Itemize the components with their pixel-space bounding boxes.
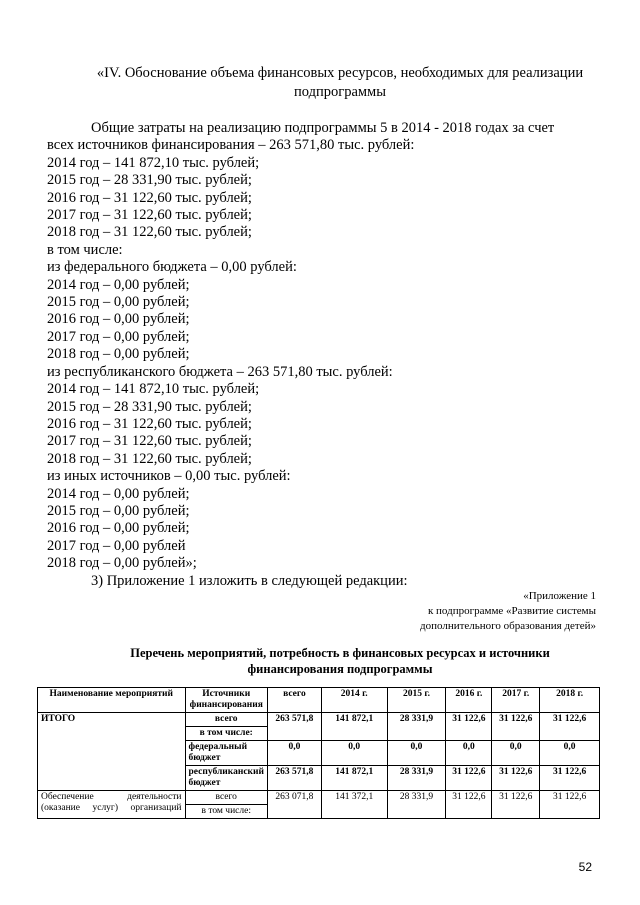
table-row bbox=[38, 713, 600, 727]
source-total: всего bbox=[185, 791, 267, 805]
year-line: 2015 год – 0,00 рублей; bbox=[47, 294, 190, 311]
including-label: в том числе: bbox=[47, 241, 123, 258]
header-2014: 2014 г. bbox=[321, 688, 387, 713]
value-cell: 263 071,8 bbox=[267, 791, 321, 819]
year-line: 2014 год – 0,00 рублей; bbox=[47, 276, 190, 293]
value-cell: 0,0 bbox=[492, 741, 540, 766]
value-cell: 31 122,6 bbox=[492, 713, 540, 741]
source-federal: федеральный бюджет bbox=[185, 741, 267, 766]
value-cell: 28 331,9 bbox=[387, 766, 446, 791]
year-line: 2016 год – 0,00 рублей; bbox=[47, 311, 190, 328]
value-cell: 0,0 bbox=[321, 741, 387, 766]
header-name: Наименование мероприятий bbox=[38, 688, 186, 713]
row-name-activity: Обеспечение деятельности (оказание услуг) организаций bbox=[38, 791, 186, 819]
section-heading-line2: подпрограммы bbox=[294, 84, 386, 100]
value-cell: 28 331,9 bbox=[387, 713, 446, 741]
year-line: 2016 год – 31 122,60 тыс. рублей; bbox=[47, 415, 252, 432]
source-republic: республиканский бюджет bbox=[185, 766, 267, 791]
value-cell: 0,0 bbox=[387, 741, 446, 766]
table-title-line2: финансирования подпрограммы bbox=[247, 662, 433, 676]
year-line: 2018 год – 0,00 рублей»; bbox=[47, 555, 197, 572]
table-header-row bbox=[38, 688, 600, 713]
value-cell: 0,0 bbox=[446, 741, 492, 766]
financing-text bbox=[47, 120, 607, 590]
header-2016: 2016 г. bbox=[446, 688, 492, 713]
year-line: 2017 год – 31 122,60 тыс. рублей; bbox=[47, 433, 252, 450]
table-row bbox=[38, 791, 600, 805]
year-line: 2017 год – 31 122,60 тыс. рублей; bbox=[47, 207, 252, 224]
year-line: 2015 год – 0,00 рублей; bbox=[47, 502, 190, 519]
value-cell: 28 331,9 bbox=[387, 791, 446, 819]
value-cell: 31 122,6 bbox=[540, 791, 600, 819]
year-line: 2018 год – 31 122,60 тыс. рублей; bbox=[47, 450, 252, 467]
value-cell: 31 122,6 bbox=[492, 766, 540, 791]
header-total: всего bbox=[267, 688, 321, 713]
total-years-list bbox=[47, 155, 607, 242]
value-cell: 263 571,8 bbox=[267, 766, 321, 791]
annex-line2: к подпрограмме «Развитие системы bbox=[427, 605, 596, 617]
republic-intro: из республиканского бюджета – 263 571,80 тыс. рублей: bbox=[47, 363, 393, 380]
year-line: 2014 год – 141 872,10 тыс. рублей; bbox=[47, 381, 260, 398]
source-including: в том числе: bbox=[185, 805, 267, 819]
year-line: 2014 год – 0,00 рублей; bbox=[47, 485, 190, 502]
section-heading-line1: «IV. Обоснование объема финансовых ресурсов, необходимых для реализации bbox=[96, 65, 584, 81]
year-line: 2018 год – 0,00 рублей; bbox=[47, 346, 190, 363]
value-cell: 263 571,8 bbox=[267, 713, 321, 741]
federal-years-list bbox=[47, 277, 607, 364]
financing-table bbox=[37, 687, 600, 819]
source-including: в том числе: bbox=[185, 727, 267, 741]
header-source: Источники финансирования bbox=[185, 688, 267, 713]
value-cell: 31 122,6 bbox=[446, 791, 492, 819]
annex-reference bbox=[420, 589, 596, 634]
year-line: 2015 год – 28 331,90 тыс. рублей; bbox=[47, 398, 252, 415]
year-line: 2017 год – 0,00 рублей; bbox=[47, 328, 190, 345]
table-title-line1: Перечень мероприятий, потребность в финансовых ресурсах и источники bbox=[130, 646, 550, 660]
row-name-itogo: ИТОГО bbox=[38, 713, 186, 791]
value-cell: 31 122,6 bbox=[540, 713, 600, 741]
header-2017: 2017 г. bbox=[492, 688, 540, 713]
year-line: 2016 год – 0,00 рублей; bbox=[47, 520, 190, 537]
year-line: 2018 год – 31 122,60 тыс. рублей; bbox=[47, 224, 252, 241]
other-years-list bbox=[47, 486, 607, 573]
value-cell: 31 122,6 bbox=[540, 766, 600, 791]
value-cell: 31 122,6 bbox=[492, 791, 540, 819]
year-line: 2014 год – 141 872,10 тыс. рублей; bbox=[47, 154, 260, 171]
value-cell: 141 372,1 bbox=[321, 791, 387, 819]
annex-line1: «Приложение 1 bbox=[523, 590, 596, 602]
annex-line3: дополнительного образования детей» bbox=[420, 620, 596, 632]
table-title bbox=[60, 645, 620, 677]
year-line: 2016 год – 31 122,60 тыс. рублей; bbox=[47, 189, 252, 206]
value-cell: 31 122,6 bbox=[446, 766, 492, 791]
value-cell: 141 872,1 bbox=[321, 766, 387, 791]
intro-line1: Общие затраты на реализацию подпрограммы 5 в 2014 - 2018 годах за счет bbox=[91, 120, 555, 136]
value-cell: 141 872,1 bbox=[321, 713, 387, 741]
page-number: 52 bbox=[578, 860, 592, 874]
republic-years-list bbox=[47, 381, 607, 468]
section-heading bbox=[70, 64, 610, 102]
year-line: 2015 год – 28 331,90 тыс. рублей; bbox=[47, 172, 252, 189]
value-cell: 0,0 bbox=[540, 741, 600, 766]
intro-line2: всех источников финансирования – 263 571,80 тыс. рублей: bbox=[47, 137, 415, 154]
value-cell: 31 122,6 bbox=[446, 713, 492, 741]
appendix-intro: 3) Приложение 1 изложить в следующей редакции: bbox=[91, 572, 408, 589]
value-cell: 0,0 bbox=[267, 741, 321, 766]
federal-intro: из федерального бюджета – 0,00 рублей: bbox=[47, 259, 297, 276]
source-total: всего bbox=[185, 713, 267, 727]
year-line: 2017 год – 0,00 рублей bbox=[47, 537, 186, 554]
header-2018: 2018 г. bbox=[540, 688, 600, 713]
header-2015: 2015 г. bbox=[387, 688, 446, 713]
other-intro: из иных источников – 0,00 тыс. рублей: bbox=[47, 468, 291, 485]
